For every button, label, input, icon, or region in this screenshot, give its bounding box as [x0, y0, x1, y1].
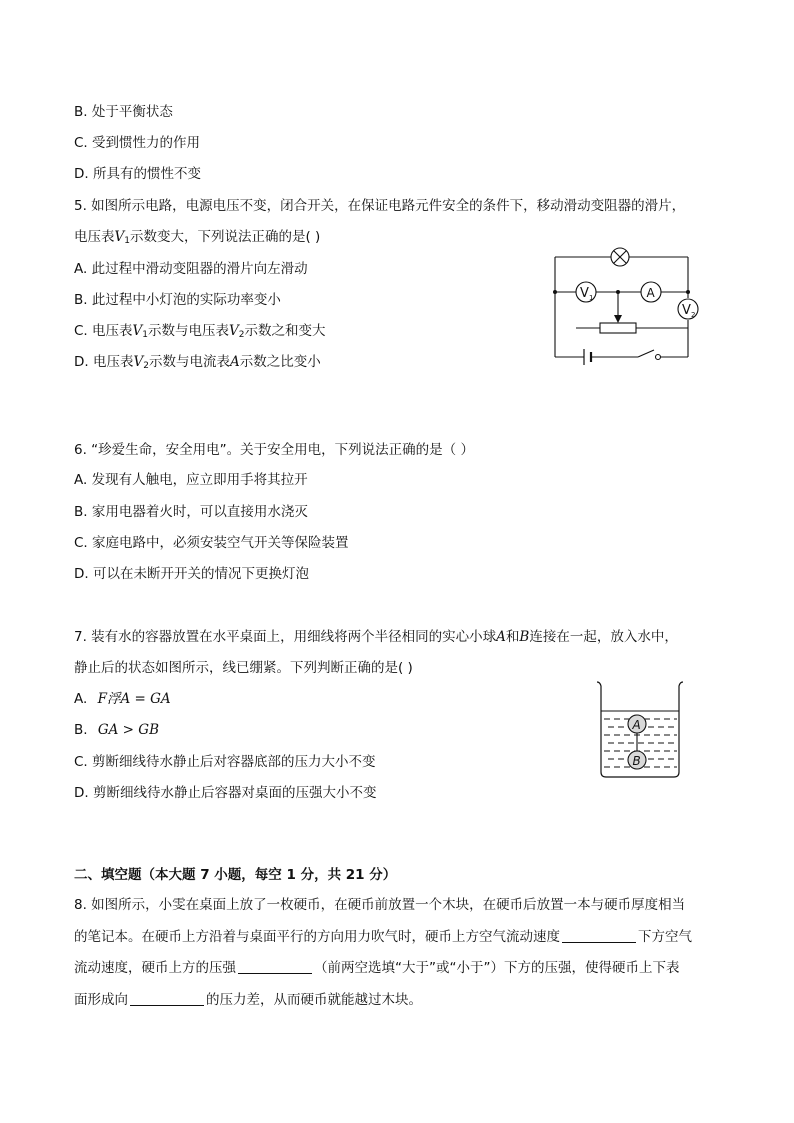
beaker-figure — [594, 678, 686, 780]
ball-a-label: A — [632, 718, 641, 732]
voltmeter-v1-symbol: V — [114, 229, 125, 245]
ball-b-icon — [628, 751, 646, 769]
q6-stem: 6. “珍爱生命，安全用电”。关于安全用电，下列说法正确的是（ ） — [74, 442, 474, 458]
q7-stem-text: 和 — [505, 629, 520, 645]
q8-text: 的压力差，从而硬币就能越过木块。 — [206, 992, 422, 1008]
q8-line4 — [74, 990, 422, 1010]
q8-text: 的笔记本。在硬币上方沿着与桌面平行的方向用力吹气时，硬币上方空气流动速度 — [74, 929, 560, 945]
voltmeter-v2-subscript: 2 — [143, 361, 149, 371]
voltmeter-v1-label: V — [580, 286, 589, 301]
voltmeter-v2-icon — [678, 299, 698, 319]
answer-blank-3[interactable] — [130, 991, 204, 1006]
q4-option-c: C. 受到惯性力的作用 — [74, 135, 201, 151]
q5-stem-text: 电压表 — [74, 229, 115, 245]
answer-blank-2[interactable] — [238, 959, 312, 974]
circuit-diagram — [548, 240, 700, 368]
lamp-icon — [611, 248, 629, 266]
battery-icon — [584, 349, 591, 365]
q5-option-d-text: D. 电压表 — [74, 354, 134, 370]
ball-a-icon — [628, 715, 646, 733]
q7-stem-line2: 静止后的状态如图所示，线已绷紧。下列判断正确的是( ) — [74, 660, 413, 676]
q8-line1: 8. 如图所示，小雯在桌面上放了一枚硬币，在硬币前放置一个木块，在硬币后放置一本与硬币厚度相当 — [74, 897, 686, 913]
q5-option-d-text: 示数之比变小 — [239, 354, 321, 370]
q5-stem-text: 示数变大，下列说法正确的是( ) — [129, 229, 321, 245]
voltmeter-v1-icon — [576, 282, 596, 302]
ball-b-label: B — [632, 754, 641, 768]
ball-a-symbol: A — [496, 629, 506, 645]
voltmeter-v1-subscript: 1 — [124, 236, 130, 246]
q6-option-d: D. 可以在未断开开关的情况下更换灯泡 — [74, 566, 309, 582]
voltmeter-v2-subscript: 2 — [238, 330, 245, 340]
voltmeter-v2-sub-label: 2 — [691, 311, 696, 319]
voltmeter-v2-symbol: V — [229, 323, 239, 339]
q5-option-c-text: C. 电压表 — [74, 323, 133, 339]
q7-option-b — [74, 720, 159, 740]
q5-option-c — [74, 321, 325, 345]
ammeter-icon — [641, 282, 661, 302]
q7-stem-text: 7. 装有水的容器放置在水平桌面上，用细线将两个半径相同的实心小球 — [74, 629, 497, 645]
voltmeter-v1-symbol: V — [132, 323, 143, 339]
junction-dot — [616, 290, 620, 294]
q5-option-d-text: 示数与电流表 — [148, 354, 230, 370]
q5-option-a: A. 此过程中滑动变阻器的滑片向左滑动 — [74, 261, 308, 277]
rheostat-icon — [600, 315, 636, 333]
junction-dot — [686, 290, 690, 294]
q8-text: （前两空选填“大于”或“小于”）下方的压强，使得硬币上下表 — [314, 960, 680, 976]
voltmeter-v1-sub-label: 1 — [589, 294, 594, 302]
q8-text: 下方空气 — [638, 929, 692, 945]
q6-option-a: A. 发现有人触电，应立即用手将其拉开 — [74, 472, 308, 488]
q8-text: 流动速度，硬币上方的压强 — [74, 960, 236, 976]
q7-stem-text: 连接在一起，放入水中， — [529, 629, 678, 645]
q5-stem-line2 — [74, 227, 320, 251]
q5-option-c-text: 示数之和变大 — [244, 323, 326, 339]
q7-option-a-formula: F浮A = GA — [97, 691, 171, 707]
q6-option-b: B. 家用电器着火时，可以直接用水浇灭 — [74, 504, 308, 520]
q7-stem-line1 — [74, 627, 678, 647]
ball-b-symbol: B — [519, 629, 530, 645]
voltmeter-v1-subscript: 1 — [142, 330, 148, 340]
q5-option-c-text: 示数与电压表 — [148, 323, 229, 339]
switch-icon — [638, 350, 661, 360]
q6-option-c: C. 家庭电路中，必须安装空气开关等保险装置 — [74, 535, 349, 551]
q5-option-b: B. 此过程中小灯泡的实际功率变小 — [74, 292, 281, 308]
ammeter-symbol: A — [229, 354, 240, 370]
q7-option-a-prefix: A. — [74, 691, 88, 707]
answer-blank-1[interactable] — [562, 928, 636, 943]
q4-option-d: D. 所具有的惯性不变 — [74, 166, 201, 182]
q5-stem-line1: 5. 如图所示电路，电源电压不变，闭合开关，在保证电路元件安全的条件下，移动滑动变阻器的滑片， — [74, 198, 686, 214]
junction-dot — [553, 290, 557, 294]
section-heading: 二、填空题（本大题 7 小题，每空 1 分，共 21 分） — [74, 867, 397, 883]
q8-line3 — [74, 958, 679, 978]
q5-option-d — [74, 352, 321, 376]
q8-line2 — [74, 927, 692, 947]
q7-option-d: D. 剪断细线待水静止后容器对桌面的压强大小不变 — [74, 785, 377, 801]
q7-option-a — [74, 689, 171, 709]
q7-option-b-formula: GA > GB — [97, 722, 159, 738]
q7-option-b-prefix: B. — [74, 722, 88, 738]
q7-option-c: C. 剪断细线待水静止后对容器底部的压力大小不变 — [74, 754, 376, 770]
q4-option-b: B. 处于平衡状态 — [74, 104, 173, 120]
ammeter-label: A — [646, 286, 655, 300]
voltmeter-v2-symbol: V — [133, 354, 144, 370]
voltmeter-v2-label: V — [682, 303, 691, 318]
q8-text: 面形成向 — [74, 992, 128, 1008]
